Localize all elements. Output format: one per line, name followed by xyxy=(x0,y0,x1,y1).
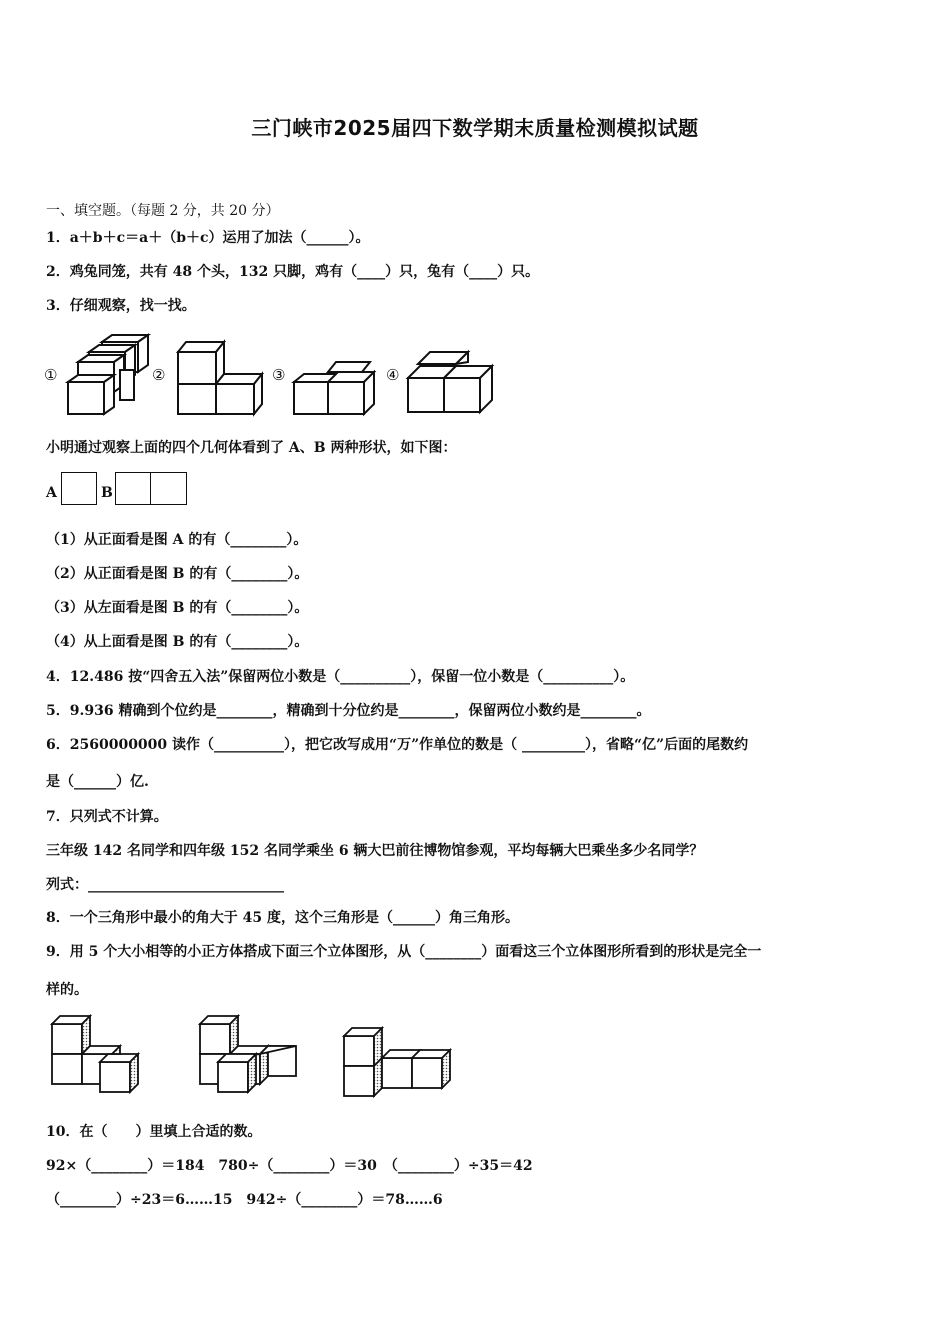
question-2: 2．鸡兔同笼，共有 48 个头，132 只脚，鸡有（____）只，兔有（____）只。 xyxy=(46,264,540,280)
q9-figure-3 xyxy=(344,1028,450,1096)
q9-figure-2 xyxy=(200,1016,296,1092)
figure-4 xyxy=(408,352,492,412)
shape-a-label: A xyxy=(46,485,57,501)
section-heading: 一、填空题。（每题 2 分，共 20 分） xyxy=(46,203,280,219)
question-3: 3．仔细观察，找一找。 xyxy=(46,298,196,314)
shape-b-label: B xyxy=(101,485,113,501)
question-3-sub-1: （1）从正面看是图 A 的有（________）。 xyxy=(46,532,308,548)
question-10-line-2: （________）÷23＝6……15 942÷（________）＝78……6 xyxy=(46,1192,443,1208)
question-10: 10．在（ ）里填上合适的数。 xyxy=(46,1124,262,1140)
shape-b-square-2 xyxy=(150,472,187,505)
question-3-sub-4: （4）从上面看是图 B 的有（________）。 xyxy=(46,634,309,650)
question-8: 8．一个三角形中最小的角大于 45 度，这个三角形是（______）角三角形。 xyxy=(46,910,519,926)
shape-a-square xyxy=(61,472,97,505)
cube-figures-svg xyxy=(44,330,504,420)
q9-cube-svg xyxy=(46,1010,466,1100)
fig-label-1: ① xyxy=(44,366,58,384)
question-6-line-2: 是（______）亿. xyxy=(46,774,149,790)
question-4: 4．12.486 按“四舍五入法”保留两位小数是（__________），保留一位小数是（__________）。 xyxy=(46,669,635,685)
question-3-sub-3: （3）从左面看是图 B 的有（________）。 xyxy=(46,600,309,616)
question-3-text: 小明通过观察上面的四个几何体看到了 A、B 两种形状，如下图： xyxy=(46,440,457,456)
q3-figures xyxy=(44,330,504,424)
page-title: 三门峡市2025届四下数学期末质量检测模拟试题 xyxy=(251,116,699,140)
figure-1 xyxy=(68,335,148,414)
shape-b-square-1 xyxy=(115,472,151,505)
figure-3 xyxy=(294,362,374,414)
question-9-line-1: 9．用 5 个大小相等的小正方体搭成下面三个立体图形，从（________）面看这三个立体图形所看到的形状是完全一 xyxy=(46,944,762,960)
question-1: 1．a＋b＋c＝a＋（b＋c）运用了加法（______）。 xyxy=(46,230,370,246)
fig-label-2: ② xyxy=(152,366,166,384)
question-6-line-1: 6．2560000000 读作（__________），把它改写成用“万”作单位的数是（ _________），省略“亿”后面的尾数约 xyxy=(46,737,749,753)
q9-figure-1 xyxy=(52,1016,138,1092)
question-9-line-2: 样的。 xyxy=(46,982,88,998)
question-3-sub-2: （2）从正面看是图 B 的有（________）。 xyxy=(46,566,309,582)
question-7-formula: 列式：____________________________ xyxy=(46,877,284,893)
fig-label-3: ③ xyxy=(272,366,286,384)
fig-label-4: ④ xyxy=(386,366,400,384)
question-7: 7．只列式不计算。 xyxy=(46,809,168,825)
question-7-text: 三年级 142 名同学和四年级 152 名同学乘坐 6 辆大巴前往博物馆参观，平均每辆大巴乘坐多少名同学？ xyxy=(46,843,704,859)
q9-figures xyxy=(46,1010,466,1104)
question-10-line-1: 92×（________）＝184 780÷（________）＝30 （________）÷35＝42 xyxy=(46,1158,533,1174)
figure-2 xyxy=(178,342,262,414)
question-5: 5．9.936 精确到个位约是________，精确到十分位约是________，保留两位小数约是________。 xyxy=(46,703,651,719)
